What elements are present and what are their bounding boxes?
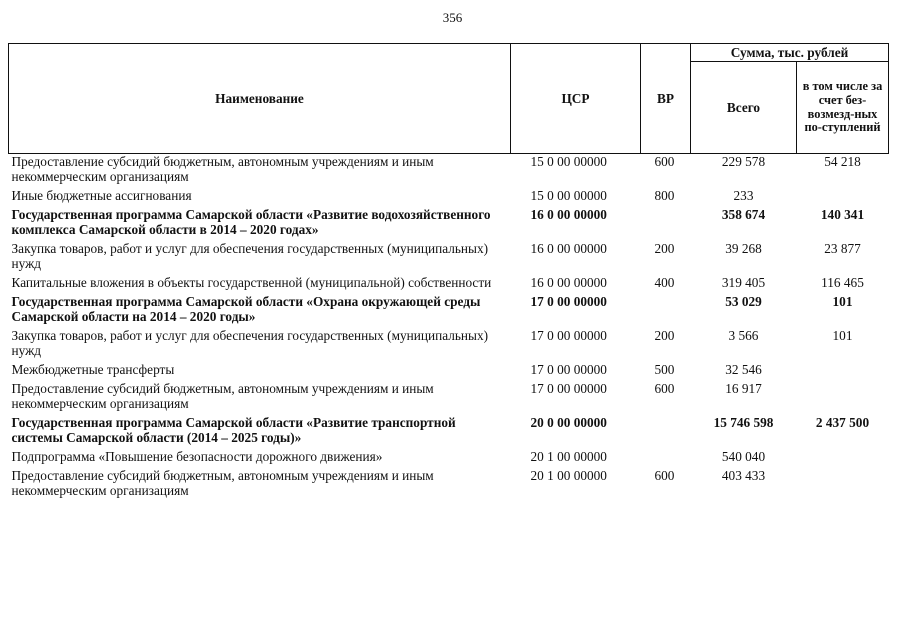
row-name: Закупка товаров, работ и услуг для обеспечения государственных (муниципальных) нужд bbox=[11, 241, 489, 271]
row-free-receipts bbox=[797, 381, 889, 415]
row-name: Подпрограмма «Повышение безопасности дорожного движения» bbox=[11, 449, 383, 464]
row-csr: 17 0 00 00000 bbox=[530, 328, 607, 343]
row-name: Государственная программа Самарской области «Охрана окружающей среды Самарской области на 2014 – 2020 годы» bbox=[11, 294, 481, 324]
row-free-receipts: 116 465 bbox=[821, 275, 864, 290]
table-row bbox=[9, 241, 889, 275]
row-csr: 17 0 00 00000 bbox=[530, 381, 607, 396]
row-vr bbox=[641, 415, 691, 449]
table-body bbox=[9, 154, 889, 503]
table-header bbox=[9, 44, 889, 154]
row-name: Закупка товаров, работ и услуг для обеспечения государственных (муниципальных) нужд bbox=[11, 328, 489, 358]
budget-table bbox=[8, 43, 889, 502]
table-row bbox=[9, 415, 889, 449]
row-total: 358 674 bbox=[721, 207, 766, 222]
row-name: Иные бюджетные ассигнования bbox=[11, 188, 192, 203]
row-free-receipts: 140 341 bbox=[820, 207, 865, 222]
row-free-receipts: 2 437 500 bbox=[815, 415, 870, 430]
row-total: 32 546 bbox=[725, 362, 762, 377]
row-name: Капитальные вложения в объекты государственной (муниципальной) собственности bbox=[11, 275, 492, 290]
header-sum-group: Сумма, тыс. рублей bbox=[691, 44, 889, 62]
row-vr: 600 bbox=[654, 381, 675, 396]
table-row bbox=[9, 207, 889, 241]
table-row bbox=[9, 449, 889, 468]
row-vr: 500 bbox=[654, 362, 675, 377]
row-free-receipts bbox=[797, 449, 889, 468]
page-number: 356 bbox=[442, 10, 463, 25]
table-row bbox=[9, 154, 889, 189]
row-vr: 800 bbox=[654, 188, 675, 203]
row-free-receipts bbox=[797, 362, 889, 381]
row-csr: 15 0 00 00000 bbox=[530, 154, 607, 169]
row-name: Предоставление субсидий бюджетным, автономным учреждениям и иным некоммерческим организациям bbox=[11, 468, 434, 498]
row-total: 403 433 bbox=[721, 468, 766, 483]
row-vr bbox=[641, 294, 691, 328]
row-csr: 17 0 00 00000 bbox=[530, 294, 607, 309]
row-free-receipts: 101 bbox=[832, 294, 853, 309]
row-vr: 600 bbox=[654, 154, 675, 169]
row-total: 16 917 bbox=[725, 381, 762, 396]
row-vr: 200 bbox=[654, 241, 675, 256]
row-total: 229 578 bbox=[721, 154, 766, 169]
header-free-receipts: в том числе за счет без-возмезд-ных по-ступлений bbox=[797, 62, 889, 154]
row-csr: 16 0 00 00000 bbox=[530, 275, 607, 290]
row-total: 540 040 bbox=[721, 449, 766, 464]
row-name: Государственная программа Самарской области «Развитие водохозяйственного комплекса Самарской области в 2014 – 2020 годах» bbox=[11, 207, 491, 237]
row-free-receipts bbox=[797, 468, 889, 502]
row-csr: 20 1 00 00000 bbox=[530, 449, 607, 464]
table-row bbox=[9, 188, 889, 207]
row-vr bbox=[641, 449, 691, 468]
table-row bbox=[9, 362, 889, 381]
row-total: 3 566 bbox=[728, 328, 759, 343]
row-vr: 600 bbox=[654, 468, 675, 483]
row-total: 39 268 bbox=[725, 241, 762, 256]
row-total: 15 746 598 bbox=[713, 415, 774, 430]
header-total: Всего bbox=[691, 62, 797, 154]
table-row bbox=[9, 381, 889, 415]
row-csr: 20 1 00 00000 bbox=[530, 468, 607, 483]
row-csr: 16 0 00 00000 bbox=[530, 207, 607, 222]
table-row bbox=[9, 328, 889, 362]
row-name: Предоставление субсидий бюджетным, автономным учреждениям и иным некоммерческим организациям bbox=[11, 381, 434, 411]
header-vr: ВР bbox=[641, 44, 691, 154]
table-row bbox=[9, 468, 889, 502]
table-row bbox=[9, 294, 889, 328]
header-name: Наименование bbox=[9, 44, 511, 154]
row-name: Предоставление субсидий бюджетным, автономным учреждениям и иным некоммерческим организациям bbox=[11, 154, 434, 184]
table-row bbox=[9, 275, 889, 294]
row-free-receipts: 23 877 bbox=[824, 241, 861, 256]
row-vr: 400 bbox=[654, 275, 675, 290]
row-free-receipts: 101 bbox=[832, 328, 853, 343]
row-vr: 200 bbox=[654, 328, 675, 343]
row-vr bbox=[641, 207, 691, 241]
row-free-receipts: 54 218 bbox=[824, 154, 861, 169]
row-csr: 20 0 00 00000 bbox=[530, 415, 607, 430]
row-total: 319 405 bbox=[721, 275, 766, 290]
row-csr: 16 0 00 00000 bbox=[530, 241, 607, 256]
header-csr: ЦСР bbox=[511, 44, 641, 154]
row-csr: 15 0 00 00000 bbox=[530, 188, 607, 203]
row-csr: 17 0 00 00000 bbox=[530, 362, 607, 377]
row-name: Межбюджетные трансферты bbox=[11, 362, 175, 377]
row-total: 233 bbox=[733, 188, 754, 203]
row-total: 53 029 bbox=[725, 294, 762, 309]
row-free-receipts bbox=[797, 188, 889, 207]
row-name: Государственная программа Самарской области «Развитие транспортной системы Самарской области (2014 – 2025 годы)» bbox=[11, 415, 456, 445]
